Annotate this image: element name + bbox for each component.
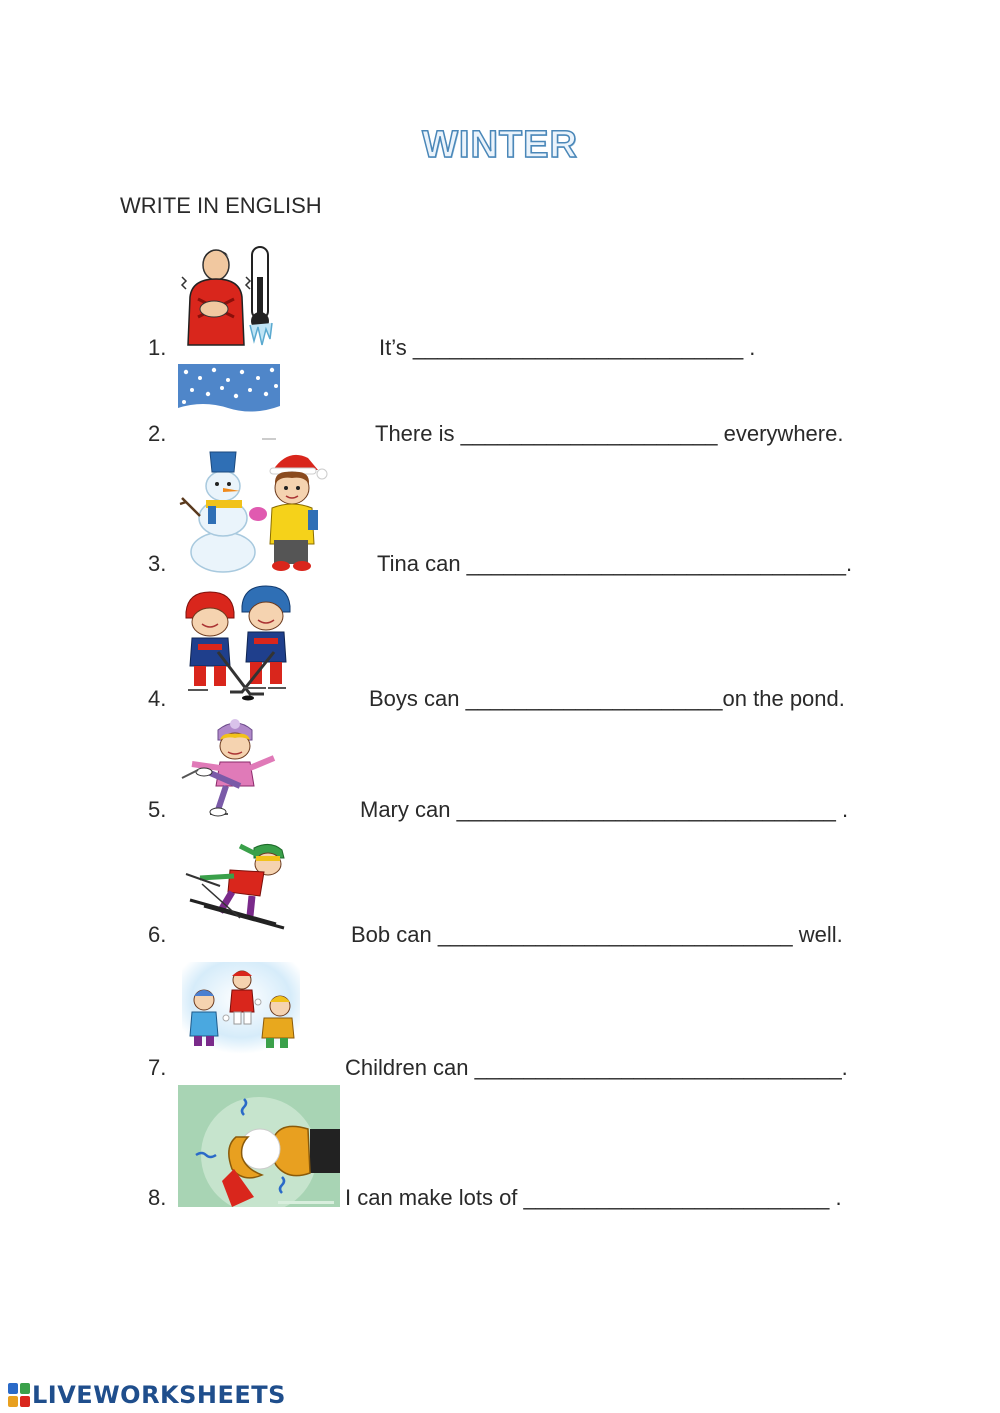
item-sentence: There is _____________________ everywhere. (375, 421, 844, 446)
instruction: WRITE IN ENGLISH (120, 193, 322, 218)
footer-brand-text: LIVEWORKSHEETS (32, 1381, 286, 1409)
item-sentence: I can make lots of _________________________ . (345, 1185, 842, 1210)
item-sentence: Children can ______________________________. (345, 1055, 848, 1080)
snowball-children-icon (182, 962, 300, 1054)
item-number: 4. (148, 686, 167, 711)
item-sentence: It’s ___________________________ . (379, 335, 756, 360)
item-number: 8. (148, 1185, 167, 1210)
footer-brand (8, 1380, 286, 1410)
item-number: 1. (148, 335, 167, 360)
item-number: 5. (148, 797, 167, 822)
item-sentence: Tina can _______________________________. (377, 551, 853, 576)
snowball-hands-icon (178, 1085, 340, 1207)
item-number: 2. (148, 421, 167, 446)
liveworksheets-logo-icon (8, 1383, 30, 1407)
item-sentence: Mary can _______________________________ . (360, 797, 849, 822)
snow-icon (178, 364, 280, 444)
item-sentence: Bob can _____________________________ well. (351, 922, 843, 947)
hockey-boys-icon (178, 582, 304, 708)
page-title: WINTER (422, 124, 578, 166)
item-number: 6. (148, 922, 167, 947)
cold-man-thermometer-icon (178, 237, 282, 355)
item-sentence: Boys can _____________________on the pond. (369, 686, 845, 711)
skating-girl-icon (178, 716, 278, 822)
item-number: 3. (148, 551, 167, 576)
skier-icon (180, 840, 290, 932)
snowman-girl-icon (178, 448, 330, 574)
item-number: 7. (148, 1055, 167, 1080)
